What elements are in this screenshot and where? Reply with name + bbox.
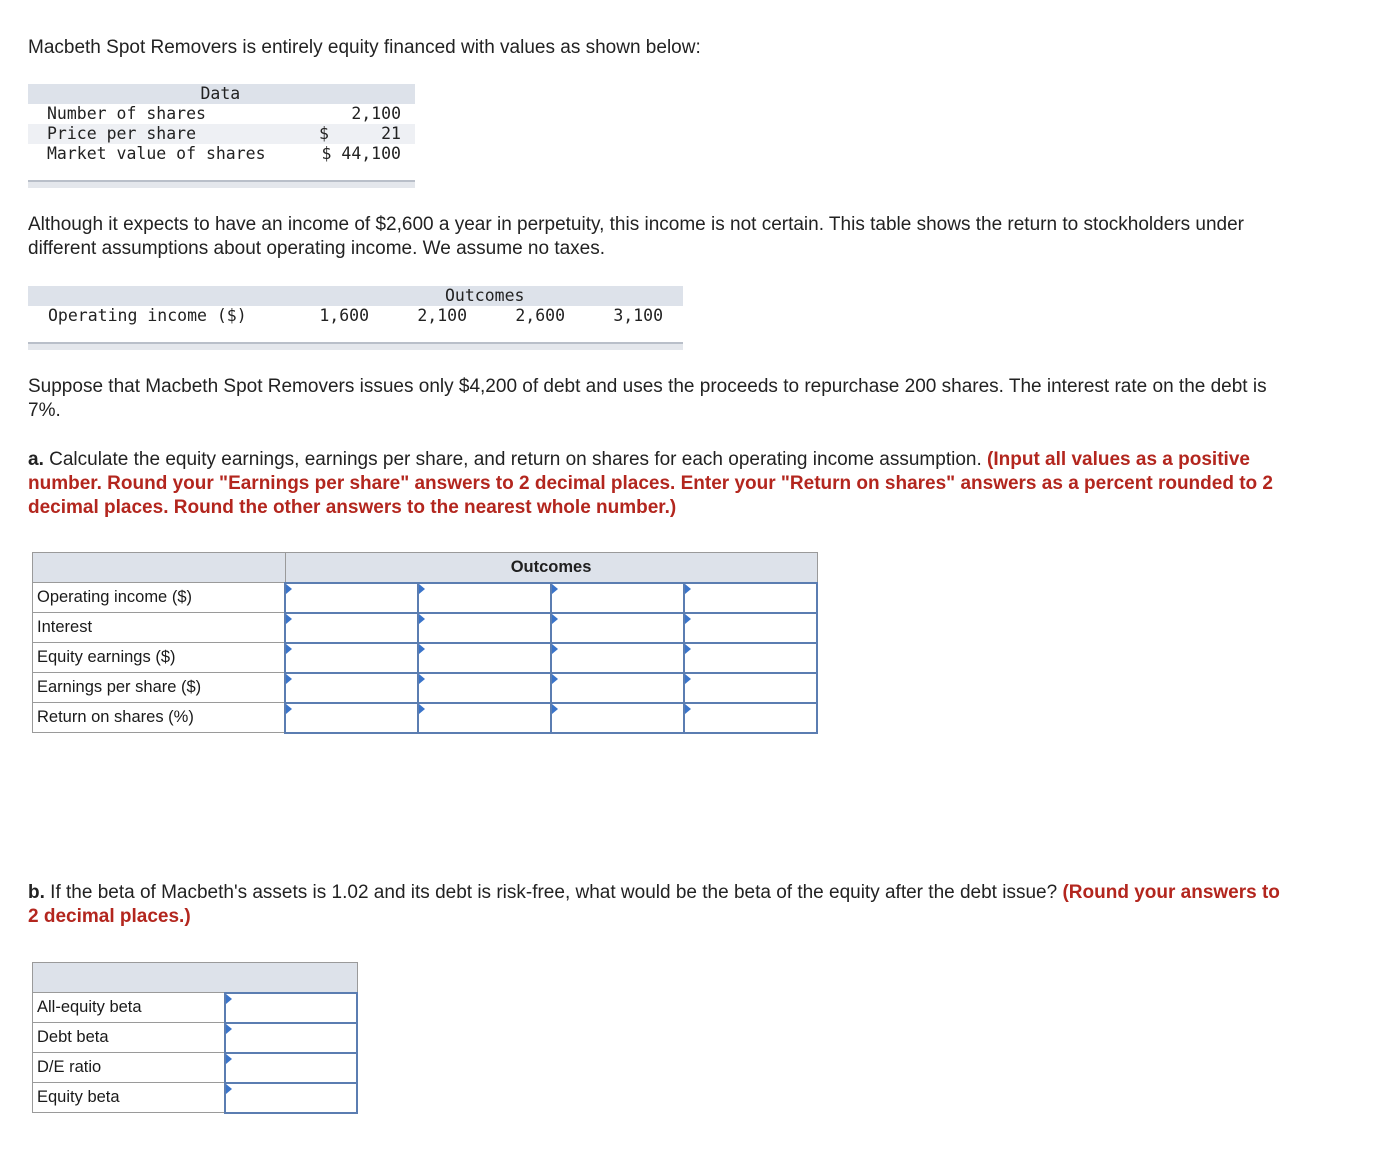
answer-input[interactable] — [552, 644, 684, 672]
input-marker-icon — [286, 704, 292, 714]
input-marker-icon — [419, 584, 425, 594]
table-row — [33, 1053, 358, 1083]
answer-input[interactable] — [685, 704, 816, 732]
table-row — [33, 703, 818, 733]
answer-input[interactable] — [419, 584, 550, 612]
question-a-label: a. — [28, 449, 44, 470]
answer-grid-b — [32, 962, 358, 1114]
question-a-instruction: (Input all values as a positive number. Round your "Earnings per share" answers to 2 decimal places. Enter your "Return on shares" answers as a percent rounded to 2 decimal places. Round the other answers to the nearest whole number.) — [28, 449, 1274, 518]
grid-a-corner — [33, 553, 286, 583]
answer-input[interactable] — [552, 584, 684, 612]
answer-input[interactable] — [552, 614, 684, 642]
answer-input[interactable] — [226, 1084, 356, 1112]
answer-cell[interactable] — [418, 583, 551, 613]
data-row-shares: Number of shares 2,100 — [47, 104, 401, 123]
outcome-value: 1,600 — [319, 306, 369, 325]
question-b-label: b. — [28, 882, 45, 903]
row-label-operating-income: Operating income ($) — [33, 583, 286, 613]
answer-input[interactable] — [685, 614, 816, 642]
answer-cell[interactable] — [225, 1023, 357, 1053]
input-marker-icon — [226, 1024, 232, 1034]
input-marker-icon — [286, 644, 292, 654]
row-label-equity-earnings: Equity earnings ($) — [33, 643, 286, 673]
answer-cell[interactable] — [551, 583, 685, 613]
answer-input[interactable] — [226, 994, 356, 1022]
table-divider — [28, 342, 683, 350]
question-b-instruction: (Round your answers to 2 decimal places.) — [28, 882, 1280, 927]
row-label-eps: Earnings per share ($) — [33, 673, 286, 703]
answer-cell[interactable] — [418, 643, 551, 673]
question-b: b. If the beta of Macbeth's assets is 1.02 and its debt is risk-free, what would be the beta of the equity after the debt issue? (Round your answers to 2 decimal places.) — [28, 882, 1280, 927]
answer-input[interactable] — [685, 674, 816, 702]
input-marker-icon — [226, 994, 232, 1004]
outcomes-table — [28, 286, 683, 350]
answer-cell[interactable] — [684, 673, 817, 703]
input-marker-icon — [552, 644, 558, 654]
grid-b-header — [33, 963, 358, 993]
answer-grid-a — [32, 552, 818, 734]
data-row-price: Price per share $ 21 — [28, 124, 415, 144]
answer-input[interactable] — [286, 614, 417, 642]
outcome-value: 3,100 — [613, 306, 663, 325]
answer-cell[interactable] — [684, 643, 817, 673]
row-label-equity-beta: Equity beta — [33, 1083, 225, 1113]
answer-input[interactable] — [226, 1054, 356, 1082]
data-row-market-value: Market value of shares $ 44,100 — [47, 144, 401, 163]
input-marker-icon — [552, 614, 558, 624]
answer-cell[interactable] — [684, 703, 817, 733]
answer-input[interactable] — [419, 704, 550, 732]
answer-cell[interactable] — [285, 643, 418, 673]
answer-cell[interactable] — [684, 613, 817, 643]
input-marker-icon — [226, 1054, 232, 1064]
operating-income-row: Operating income ($) 1,600 2,100 2,600 3,100 — [48, 306, 663, 325]
table-row — [33, 613, 818, 643]
input-marker-icon — [685, 674, 691, 684]
table-row — [33, 643, 818, 673]
input-marker-icon — [226, 1084, 232, 1094]
answer-cell[interactable] — [551, 643, 685, 673]
input-marker-icon — [286, 614, 292, 624]
input-marker-icon — [286, 674, 292, 684]
answer-cell[interactable] — [418, 613, 551, 643]
grid-a-outcomes-header: Outcomes — [285, 553, 817, 583]
answer-input[interactable] — [419, 614, 550, 642]
table-row — [33, 1023, 358, 1053]
answer-input[interactable] — [552, 674, 684, 702]
debt-issue-text: Suppose that Macbeth Spot Removers issues only $4,200 of debt and uses the proceeds to repurchase 200 shares. The interest rate on the debt is 7%. — [28, 376, 1267, 421]
input-marker-icon — [685, 584, 691, 594]
table-row — [33, 993, 358, 1023]
answer-cell[interactable] — [551, 613, 685, 643]
input-marker-icon — [685, 644, 691, 654]
answer-cell[interactable] — [225, 1053, 357, 1083]
answer-input[interactable] — [552, 704, 684, 732]
data-table — [28, 84, 415, 188]
answer-input[interactable] — [286, 584, 417, 612]
answer-cell[interactable] — [418, 673, 551, 703]
answer-cell[interactable] — [551, 673, 685, 703]
assumption-text: Although it expects to have an income of $2,600 a year in perpetuity, this income is not certain. This table shows the return to stockholders under different assumptions about operating income. We assume no taxes. — [28, 214, 1244, 259]
answer-cell[interactable] — [225, 1083, 357, 1113]
answer-input[interactable] — [286, 704, 417, 732]
input-marker-icon — [552, 674, 558, 684]
input-marker-icon — [552, 704, 558, 714]
table-row — [33, 673, 818, 703]
input-marker-icon — [419, 704, 425, 714]
row-label-all-equity-beta: All-equity beta — [33, 993, 225, 1023]
row-label-return-on-shares: Return on shares (%) — [33, 703, 286, 733]
input-marker-icon — [419, 644, 425, 654]
answer-input[interactable] — [419, 644, 550, 672]
input-marker-icon — [685, 614, 691, 624]
data-table-header: Data — [28, 84, 415, 104]
answer-input[interactable] — [685, 584, 816, 612]
input-marker-icon — [685, 704, 691, 714]
intro-text: Macbeth Spot Removers is entirely equity financed with values as shown below: — [28, 37, 701, 58]
outcome-value: 2,600 — [515, 306, 565, 325]
row-label-debt-beta: Debt beta — [33, 1023, 225, 1053]
answer-input[interactable] — [685, 644, 816, 672]
answer-cell[interactable] — [285, 673, 418, 703]
answer-input[interactable] — [226, 1024, 356, 1052]
input-marker-icon — [286, 584, 292, 594]
row-label-interest: Interest — [33, 613, 286, 643]
table-row — [33, 583, 818, 613]
answer-input[interactable] — [419, 674, 550, 702]
input-marker-icon — [419, 674, 425, 684]
input-marker-icon — [552, 584, 558, 594]
answer-cell[interactable] — [418, 703, 551, 733]
answer-cell[interactable] — [285, 703, 418, 733]
outcome-value: 2,100 — [417, 306, 467, 325]
table-row — [33, 1083, 358, 1113]
answer-input[interactable] — [286, 644, 417, 672]
answer-cell[interactable] — [285, 613, 418, 643]
answer-cell[interactable] — [551, 703, 685, 733]
outcomes-header: Outcomes — [28, 286, 683, 306]
input-marker-icon — [419, 614, 425, 624]
answer-cell[interactable] — [684, 583, 817, 613]
answer-cell[interactable] — [285, 583, 418, 613]
row-label-de-ratio: D/E ratio — [33, 1053, 225, 1083]
question-a: a. Calculate the equity earnings, earnings per share, and return on shares for each operating income assumption. (Input all values as a positive number. Round your "Earnings per share" answers to 2 decimal places. Enter your "Return on shares" answers as a percent rounded to 2 decimal places. Round the other answers to the nearest whole number.) — [28, 449, 1274, 518]
answer-input[interactable] — [286, 674, 417, 702]
answer-cell[interactable] — [225, 993, 357, 1023]
table-divider — [28, 180, 415, 188]
